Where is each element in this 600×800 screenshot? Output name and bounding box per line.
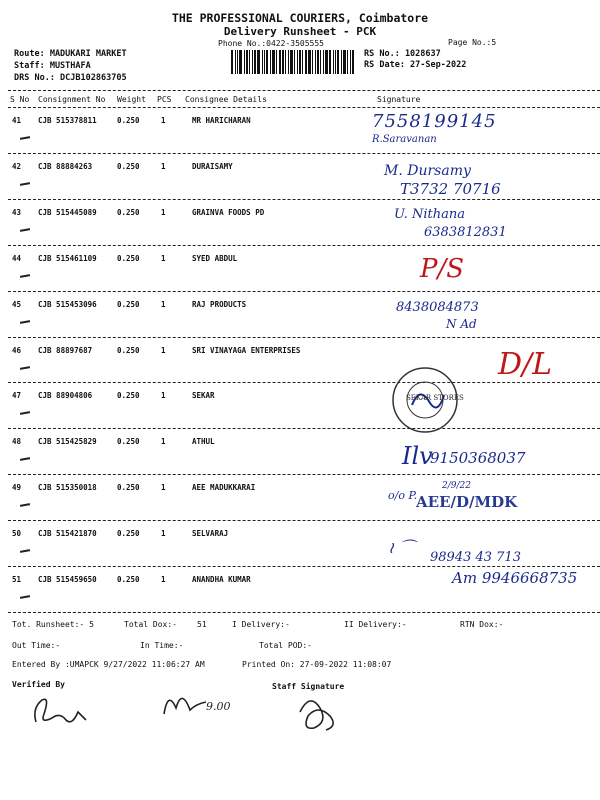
row-pcs: 1: [161, 116, 166, 125]
signature-45-phone: 8438084873: [396, 300, 479, 315]
signature-46-dl: D/L: [498, 347, 553, 382]
divider: [8, 90, 600, 91]
i-delivery: I Delivery:-: [232, 620, 290, 629]
row-consignment-no: CJB 88897687: [38, 345, 93, 355]
signature-44-ps: P/S: [420, 254, 465, 284]
row-sno: 48: [12, 437, 22, 447]
barcode-bar: [252, 50, 253, 74]
row-weight: 0.250: [117, 207, 140, 217]
signature-45-mark: N Ad: [446, 317, 477, 331]
signature-51: Am 9946668735: [452, 569, 578, 587]
barcode-bar: [264, 50, 265, 74]
barcode-bar: [329, 50, 331, 74]
col-header-signature: Signature: [377, 95, 421, 104]
drs-number: DRS No.: DCJB102863705: [14, 73, 127, 83]
in-time: In Time:-: [140, 641, 184, 650]
barcode-bar: [288, 50, 289, 74]
row-consignee: MR HARICHARAN: [192, 116, 251, 125]
row-weight: 0.250: [117, 161, 140, 171]
row-weight: 0.250: [117, 483, 140, 493]
row-consignee: GRAINVA FOODS PD: [192, 207, 265, 217]
barcode-bar: [315, 50, 316, 74]
col-header-consignment: Consignment No: [38, 95, 106, 104]
total-dox-label: Total Dox:-: [124, 620, 177, 629]
route-label: Route: MADUKARI MARKET: [14, 49, 127, 59]
row-consignee: SYED ABDUL: [192, 253, 238, 263]
barcode-bar: [320, 50, 321, 74]
row-weight: 0.250: [117, 253, 140, 263]
total-pod: Total POD:-: [259, 641, 312, 650]
check-mark: [20, 595, 30, 599]
row-pcs: 1: [161, 575, 166, 584]
check-mark: [20, 457, 30, 461]
barcode-bar: [254, 50, 256, 74]
document-title: THE PROFESSIONAL COURIERS, Coimbatore: [171, 11, 429, 25]
signature-48-phone: 9150368037: [430, 449, 526, 467]
row-consignment-no: CJB 88904806: [38, 391, 93, 401]
barcode-bar: [347, 50, 348, 74]
barcode-bar: [317, 50, 319, 74]
barcode-bar: [270, 50, 271, 74]
barcode-bar: [308, 50, 311, 74]
row-consignee: AEE MADUKKARAI: [192, 483, 256, 493]
barcode-bar: [312, 50, 313, 74]
verified-signature: [28, 690, 98, 730]
signature-41-phone: 7558199145: [372, 111, 497, 132]
barcode-bar: [266, 50, 268, 74]
row-sno: 45: [12, 299, 22, 309]
barcode-bar: [299, 50, 301, 74]
stamp-text: SEKAR STORES: [406, 394, 464, 402]
barcode-bar: [305, 50, 307, 74]
rtn-dox: RTN Dox:-: [460, 620, 504, 629]
row-consignment-no: CJB 515425829: [38, 437, 97, 447]
row-sno: 51: [12, 575, 22, 584]
row-pcs: 1: [161, 483, 166, 493]
row-consignee: DURAISAMY: [192, 161, 233, 171]
row-pcs: 1: [161, 299, 166, 309]
row-weight: 0.250: [117, 529, 140, 539]
page-number: Page No.:5: [448, 38, 497, 47]
rs-number: RS No.: 1028637: [364, 49, 441, 59]
row-consignee: SELVARAJ: [192, 529, 229, 539]
row-consignment-no: CJB 88884263: [38, 161, 93, 171]
barcode-bar: [335, 50, 336, 74]
entered-by: Entered By :UMAPCK 9/27/2022 11:06:27 AM: [12, 660, 205, 669]
row-pcs: 1: [161, 345, 166, 355]
staff-signature-label: Staff Signature: [272, 682, 345, 691]
barcode-bar: [276, 50, 277, 74]
divider: [8, 612, 600, 613]
barcode-bar: [352, 50, 354, 74]
signature-50-mark: ≀ ⌒: [388, 538, 416, 557]
row-consignee: SEKAR: [192, 391, 215, 401]
row-consignment-no: CJB 515350018: [38, 483, 97, 493]
row-sno: 44: [12, 253, 22, 263]
row-consignee: ANANDHA KUMAR: [192, 575, 251, 584]
row-weight: 0.250: [117, 391, 140, 401]
row-pcs: 1: [161, 391, 166, 401]
check-mark: [20, 320, 30, 324]
verified-by: Verified By: [12, 680, 65, 689]
signature-41-name: R.Saravanan: [372, 134, 437, 145]
row-weight: 0.250: [117, 345, 140, 355]
row-sno: 49: [12, 483, 22, 493]
staff-label: Staff: MUSTHAFA: [14, 61, 91, 71]
barcode-bar: [297, 50, 298, 74]
col-header-sno: S No: [10, 95, 30, 104]
row-consignment-no: CJB 515461109: [38, 253, 97, 263]
barcode: [231, 50, 359, 74]
row-pcs: 1: [161, 437, 166, 447]
signature-49-stamp: AEE/D/MDK: [416, 493, 518, 511]
tot-runsheet: Tot. Runsheet:- 5: [12, 620, 94, 629]
col-header-consignee: Consignee Details: [185, 95, 267, 104]
barcode-bar: [244, 50, 245, 74]
barcode-bar: [237, 50, 238, 74]
row-sno: 43: [12, 207, 22, 217]
signature-49-prefix: o/o P.: [388, 489, 418, 502]
barcode-bar: [302, 50, 303, 74]
signature-42-phone: T3732 70716: [400, 180, 501, 198]
barcode-bar: [235, 50, 236, 74]
row-consignee: SRI VINAYAGA ENTERPRISES: [192, 345, 301, 355]
signature-42-name: M. Dursamy: [384, 163, 471, 179]
signature-48-mark: Ilv: [402, 442, 433, 470]
col-header-weight: Weight: [117, 95, 146, 104]
phone-number: Phone No.:0422-3505555: [218, 39, 324, 48]
signature-43-phone: 6383812831: [424, 225, 507, 240]
barcode-bar: [249, 50, 250, 74]
barcode-bar: [343, 50, 346, 74]
document-subtitle: Delivery Runsheet - PCK: [223, 25, 377, 38]
barcode-bar: [350, 50, 351, 74]
check-mark: [20, 503, 30, 507]
row-pcs: 1: [161, 253, 166, 263]
barcode-bar: [239, 50, 242, 74]
row-sno: 46: [12, 345, 22, 355]
row-consignment-no: CJB 515445089: [38, 207, 97, 217]
signature-43-name: U. Nithana: [394, 207, 466, 222]
row-pcs: 1: [161, 161, 166, 171]
row-weight: 0.250: [117, 116, 140, 125]
barcode-bar: [325, 50, 328, 74]
row-consignee: ATHUL: [192, 437, 215, 447]
row-weight: 0.250: [117, 575, 140, 584]
barcode-bar: [272, 50, 275, 74]
check-mark: [20, 228, 30, 232]
row-consignee: RAJ PRODUCTS: [192, 299, 247, 309]
signature-column: [372, 107, 600, 607]
row-sno: 50: [12, 529, 22, 539]
barcode-bar: [290, 50, 293, 74]
check-mark: [20, 412, 30, 416]
barcode-bar: [262, 50, 263, 74]
row-sno: 47: [12, 391, 22, 401]
verifier-time: 9.00: [206, 700, 231, 713]
check-mark: [20, 549, 30, 553]
barcode-bar: [246, 50, 248, 74]
row-consignment-no: CJB 515459650: [38, 575, 97, 584]
row-sno: 41: [12, 116, 22, 125]
barcode-bar: [282, 50, 284, 74]
check-mark: [20, 182, 30, 186]
barcode-bar: [285, 50, 286, 74]
row-weight: 0.250: [117, 299, 140, 309]
row-consignment-no: CJB 515421870: [38, 529, 97, 539]
row-pcs: 1: [161, 529, 166, 539]
out-time: Out Time:-: [12, 641, 61, 650]
row-consignment-no: CJB 515453096: [38, 299, 97, 309]
signature-49-date: 2/9/22: [442, 481, 471, 491]
rs-date: RS Date: 27-Sep-2022: [364, 60, 467, 70]
barcode-bar: [323, 50, 324, 74]
staff-signature: [290, 690, 350, 736]
printed-on: Printed On: 27-09-2022 11:08:07: [242, 660, 392, 669]
barcode-bar: [341, 50, 342, 74]
signature-50-phone: 98943 43 713: [430, 550, 521, 565]
barcode-bar: [279, 50, 281, 74]
ii-delivery: II Delivery:-: [344, 620, 407, 629]
row-sno: 42: [12, 161, 22, 171]
row-consignment-no: CJB 515378811: [38, 116, 97, 125]
barcode-bar: [231, 50, 233, 74]
check-mark: [20, 366, 30, 370]
col-header-pcs: PCS: [157, 95, 172, 104]
check-mark: [20, 274, 30, 278]
barcode-bar: [333, 50, 334, 74]
total-dox-value: 51: [197, 620, 207, 629]
row-weight: 0.250: [117, 437, 140, 447]
row-pcs: 1: [161, 207, 166, 217]
barcode-bar: [337, 50, 339, 74]
barcode-bar: [294, 50, 295, 74]
check-mark: [20, 136, 30, 140]
barcode-bar: [257, 50, 260, 74]
